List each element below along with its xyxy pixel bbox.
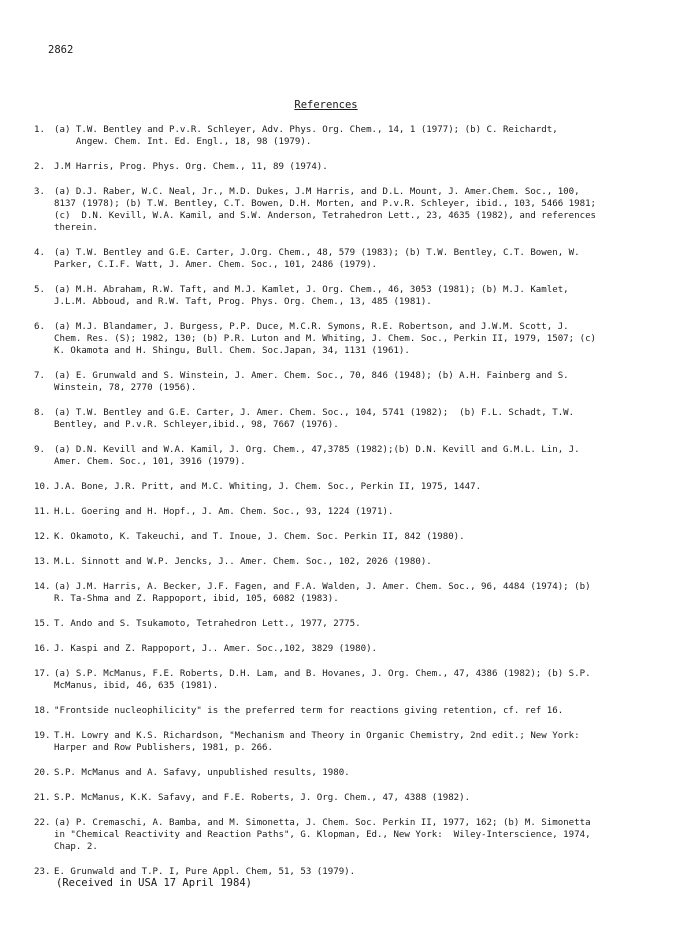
reference-text: T.H. Lowry and K.S. Richardson, "Mechanism and Theory in Organic Chemistry, 2nd edit.; New York: Harper and Row Publishers, 1981, p. 266. [54, 731, 580, 753]
reference-number: 14. [34, 582, 51, 592]
reference-number: 12. [34, 532, 51, 542]
reference-item [34, 556, 654, 568]
reference-item [34, 792, 654, 804]
reference-text: T. Ando and S. Tsukamoto, Tetrahedron Lett., 1977, 2775. [54, 619, 361, 629]
reference-item [34, 817, 654, 853]
reference-item [34, 161, 654, 173]
reference-text: "Frontside nucleophilicity" is the preferred term for reactions giving retention, cf. ref 16. [54, 706, 564, 716]
reference-item [34, 247, 654, 271]
reference-text: (a) T.W. Bentley and G.E. Carter, J. Amer. Chem. Soc., 104, 5741 (1982); (b) F.L. Schadt, T.W. Bentley, and P.v.R. Schleyer,ibid., 98, 7667 (1976). [54, 408, 575, 430]
reference-item [34, 506, 654, 518]
references-list [34, 124, 654, 891]
page-number: 2862 [48, 44, 74, 56]
reference-text: E. Grunwald and T.P. I, Pure Appl. Chem, 51, 53 (1979). [54, 867, 356, 877]
reference-number: 1. [34, 125, 45, 135]
reference-number: 17. [34, 669, 51, 679]
reference-item [34, 444, 654, 468]
reference-number: 11. [34, 507, 51, 517]
received-date: (Received in USA 17 April 1984) [56, 877, 252, 889]
reference-text: (a) M.J. Blandamer, J. Burgess, P.P. Duce, M.C.R. Symons, R.E. Robertson, and J.W.M. Scott, J. Chem. Res. (S); 1982, 130; (b) P.R. Luton and M. Whiting, J. Chem. Soc., Perkin II, 1979, 1507; (c) K. Okamota and H. Shingu, Bull. Chem. Soc.Japan, 34, 1131 (1961). [54, 322, 597, 356]
reference-number: 22. [34, 818, 51, 828]
reference-number: 21. [34, 793, 51, 803]
reference-number: 15. [34, 619, 51, 629]
reference-item [34, 531, 654, 543]
reference-item [34, 481, 654, 493]
reference-text: H.L. Goering and H. Hopf., J. Am. Chem. Soc., 93, 1224 (1971). [54, 507, 394, 517]
reference-text: (a) T.W. Bentley and G.E. Carter, J.Org. Chem., 48, 579 (1983); (b) T.W. Bentley, C.T. Bowen, W. Parker, C.I.F. Watt, J. Amer. Chem. Soc., 101, 2486 (1979). [54, 248, 580, 270]
reference-number: 7. [34, 371, 45, 381]
reference-item [34, 668, 654, 692]
reference-text: J.M Harris, Prog. Phys. Org. Chem., 11, 89 (1974). [54, 162, 328, 172]
reference-item [34, 643, 654, 655]
reference-text: S.P. McManus and A. Safavy, unpublished results, 1980. [54, 768, 350, 778]
reference-number: 5. [34, 285, 45, 295]
reference-number: 18. [34, 706, 51, 716]
reference-text: (a) M.H. Abraham, R.W. Taft, and M.J. Kamlet, J. Org. Chem., 46, 3053 (1981); (b) M.J. Kamlet, J.L.M. Abboud, and R.W. Taft, Prog. Phys. Org. Chem., 13, 485 (1981). [54, 285, 569, 307]
reference-item [34, 124, 654, 148]
reference-item [34, 370, 654, 394]
reference-number: 23. [34, 867, 51, 877]
reference-text: (a) P. Cremaschi, A. Bamba, and M. Simonetta, J. Chem. Soc. Perkin II, 1977, 162; (b) M. Simonetta in "Chemical Reactivity and Reaction Paths", G. Klopman, Ed., New York: Wiley-Interscience, 1974, Chap. 2. [54, 818, 591, 852]
reference-item [34, 186, 654, 234]
reference-number: 16. [34, 644, 51, 654]
reference-item [34, 407, 654, 431]
reference-number: 13. [34, 557, 51, 567]
reference-item [34, 284, 654, 308]
references-heading: References [294, 99, 358, 111]
reference-number: 8. [34, 408, 45, 418]
reference-item [34, 767, 654, 779]
reference-item [34, 705, 654, 717]
reference-item [34, 618, 654, 630]
reference-number: 19. [34, 731, 51, 741]
reference-text: S.P. McManus, K.K. Safavy, and F.E. Roberts, J. Org. Chem., 47, 4388 (1982). [54, 793, 471, 803]
reference-text: J.A. Bone, J.R. Pritt, and M.C. Whiting, J. Chem. Soc., Perkin II, 1975, 1447. [54, 482, 482, 492]
reference-number: 3. [34, 187, 45, 197]
reference-number: 20. [34, 768, 51, 778]
reference-number: 9. [34, 445, 45, 455]
reference-number: 6. [34, 322, 45, 332]
reference-number: 4. [34, 248, 45, 258]
reference-number: 10. [34, 482, 51, 492]
reference-text: (a) D.N. Kevill and W.A. Kamil, J. Org. Chem., 47,3785 (1982);(b) D.N. Kevill and G.M.L. Lin, J. Amer. Chem. Soc., 101, 3916 (1979). [54, 445, 580, 467]
reference-text: (a) J.M. Harris, A. Becker, J.F. Fagen, and F.A. Walden, J. Amer. Chem. Soc., 96, 4484 (1974); (b) R. Ta-Shma and Z. Rappoport, ibid, 105, 6082 (1983). [54, 582, 591, 604]
reference-item [34, 730, 654, 754]
reference-text: (a) E. Grunwald and S. Winstein, J. Amer. Chem. Soc., 70, 846 (1948); (b) A.H. Fainberg and S. Winstein, 78, 2770 (1956). [54, 371, 569, 393]
reference-item [34, 581, 654, 605]
reference-text: M.L. Sinnott and W.P. Jencks, J.. Amer. Chem. Soc., 102, 2026 (1980). [54, 557, 432, 567]
reference-text: (a) T.W. Bentley and P.v.R. Schleyer, Adv. Phys. Org. Chem., 14, 1 (1977); (b) C. Reichardt, Angew. Chem. Int. Ed. Engl., 18, 98 (1979). [54, 125, 558, 147]
reference-text: (a) D.J. Raber, W.C. Neal, Jr., M.D. Dukes, J.M Harris, and D.L. Mount, J. Amer.Chem. Soc., 100, 8137 (1978); (b) T.W. Bentley, C.T. Bowen, D.H. Morten, and P.v.R. Schleyer, ibid., 103, 5466 1981; (c) D.N. Kevill, W.A. Kamil, and S.W. Anderson, Tetrahedron Lett., 23, 4635 (1982), and references therein. [54, 187, 597, 233]
reference-number: 2. [34, 162, 45, 172]
reference-text: K. Okamoto, K. Takeuchi, and T. Inoue, J. Chem. Soc. Perkin II, 842 (1980). [54, 532, 465, 542]
reference-text: (a) S.P. McManus, F.E. Roberts, D.H. Lam, and B. Hovanes, J. Org. Chem., 47, 4386 (1982); (b) S.P. McManus, ibid, 46, 635 (1981). [54, 669, 591, 691]
reference-item [34, 321, 654, 357]
reference-text: J. Kaspi and Z. Rappoport, J.. Amer. Soc.,102, 3829 (1980). [54, 644, 378, 654]
